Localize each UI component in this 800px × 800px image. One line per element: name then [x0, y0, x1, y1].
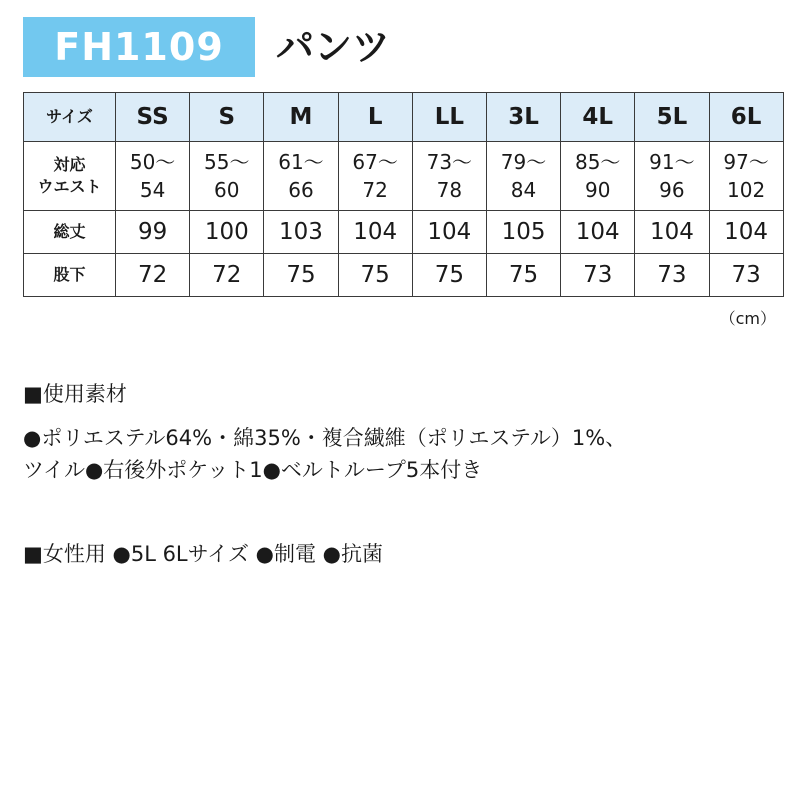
waist-max: 96 [659, 178, 685, 202]
size-table [23, 92, 784, 297]
features-line [23, 538, 383, 570]
waist-min: 55〜 [204, 150, 250, 174]
inseam-cell: 75 [338, 254, 412, 297]
inseam-row-label: 股下 [24, 254, 116, 297]
waist-max: 84 [510, 178, 537, 202]
size-cell: 6L [709, 93, 783, 142]
size-header-row [24, 93, 784, 142]
inseam-cell: 73 [635, 254, 709, 297]
size-row-label: サイズ [24, 93, 116, 142]
size-cell: 4L [561, 93, 635, 142]
size-cell: L [338, 93, 412, 142]
waist-max: 102 [727, 178, 766, 202]
waist-min: 73〜 [426, 150, 473, 174]
inseam-row [24, 254, 784, 297]
waist-min: 50〜 [129, 150, 176, 174]
size-cell: LL [412, 93, 486, 142]
length-cell: 105 [486, 211, 560, 254]
length-cell: 104 [561, 211, 635, 254]
waist-min: 79〜 [500, 150, 547, 174]
length-cell: 104 [635, 211, 709, 254]
product-title: パンツ [276, 25, 391, 69]
waist-max: 54 [139, 178, 166, 202]
size-cell: S [190, 93, 264, 142]
waist-row-label [24, 142, 116, 211]
waist-min: 67〜 [352, 150, 398, 174]
length-cell: 103 [264, 211, 338, 254]
waist-cell [116, 142, 190, 211]
waist-cell [338, 142, 412, 211]
waist-label-line: 対応 [53, 155, 86, 174]
waist-cell [709, 142, 783, 211]
size-cell: M [264, 93, 338, 142]
waist-max: 66 [288, 178, 314, 202]
materials-line: ツイル●右後外ポケット1●ベルトループ5本付き [23, 458, 483, 482]
length-cell: 100 [190, 211, 264, 254]
waist-max: 72 [362, 178, 388, 202]
inseam-cell: 72 [190, 254, 264, 297]
waist-cell [412, 142, 486, 211]
waist-cell [264, 142, 338, 211]
size-cell: 5L [635, 93, 709, 142]
waist-min: 61〜 [278, 150, 324, 174]
unit-note: （cm） [719, 309, 776, 328]
waist-label-line: ウエスト [37, 177, 102, 196]
length-row [24, 211, 784, 254]
waist-cell [486, 142, 560, 211]
size-cell: SS [116, 93, 190, 142]
inseam-cell: 75 [486, 254, 560, 297]
materials-heading-text: ■使用素材 [23, 382, 127, 406]
features-text: ■女性用 ●5L 6Lサイズ ●制電 ●抗菌 [23, 542, 383, 566]
waist-cell [635, 142, 709, 211]
inseam-cell: 75 [264, 254, 338, 297]
inseam-cell: 75 [412, 254, 486, 297]
materials-line: ●ポリエステル64%・綿35%・複合繊維（ポリエステル）1%、 [23, 426, 627, 450]
waist-max: 78 [436, 178, 463, 202]
waist-max: 90 [584, 178, 611, 202]
inseam-cell: 72 [116, 254, 190, 297]
waist-max: 60 [214, 178, 240, 202]
waist-cell [561, 142, 635, 211]
length-row-label: 総丈 [24, 211, 116, 254]
product-code-badge: FH1109 [23, 17, 255, 77]
length-cell: 99 [116, 211, 190, 254]
materials-heading [23, 378, 127, 410]
length-cell: 104 [709, 211, 783, 254]
waist-min: 85〜 [574, 150, 621, 174]
inseam-cell: 73 [709, 254, 783, 297]
inseam-cell: 73 [561, 254, 635, 297]
size-cell: 3L [486, 93, 560, 142]
materials-description [23, 422, 626, 486]
length-cell: 104 [338, 211, 412, 254]
waist-min: 91〜 [649, 150, 695, 174]
length-cell: 104 [412, 211, 486, 254]
waist-cell [190, 142, 264, 211]
waist-row [24, 142, 784, 211]
waist-min: 97〜 [723, 150, 769, 174]
